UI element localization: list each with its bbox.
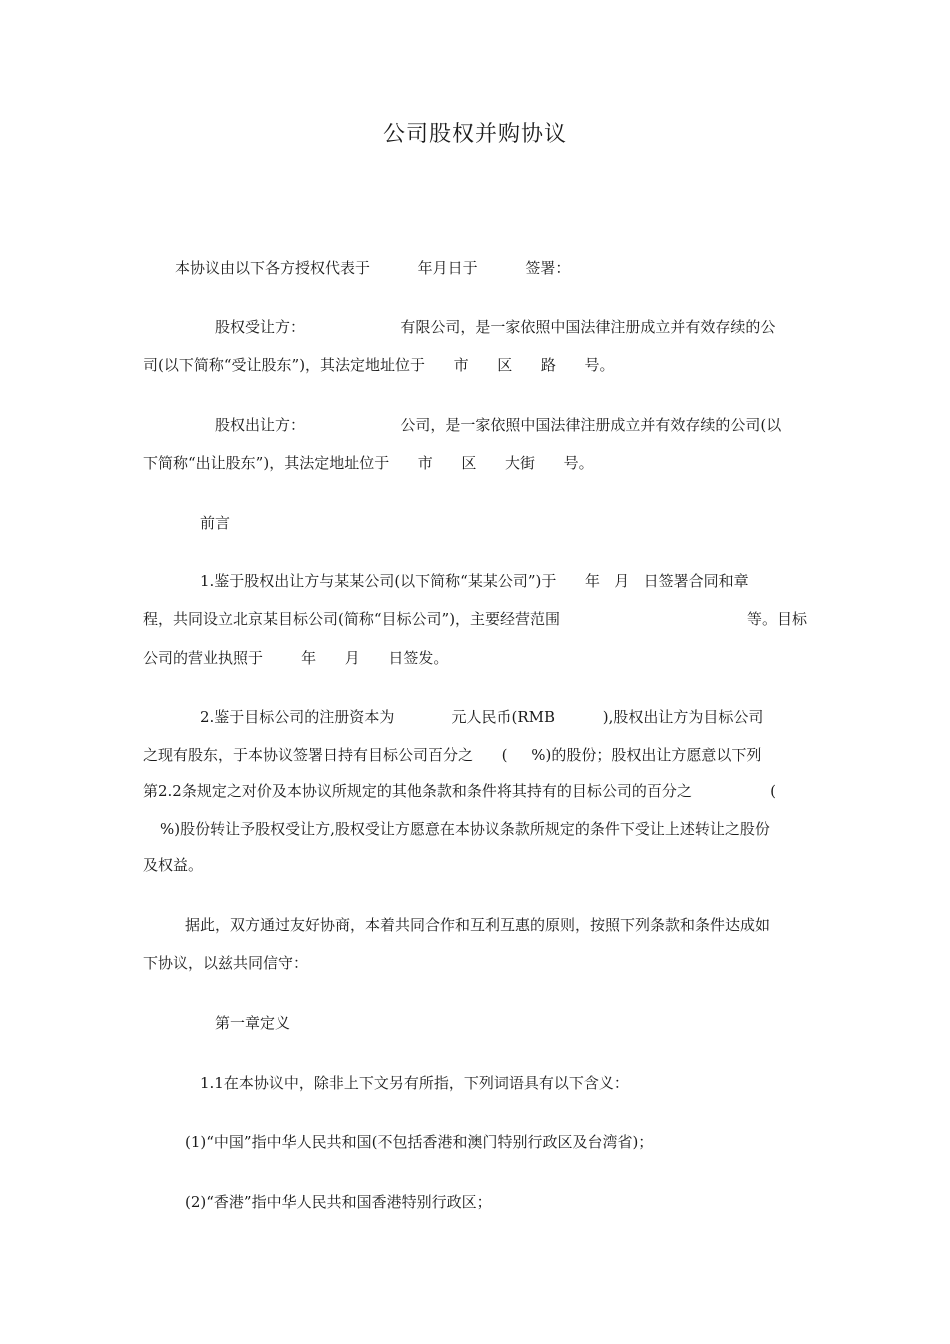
para2-line-1: 2.鉴于目标公司的注册资本为 元人民币(RMB ),股权出让方为目标公司 [200,708,764,726]
chapter1-heading: 第一章定义 [215,1014,291,1032]
para1-line-2-end: 等。目标 [746,610,807,628]
para1-line-1: 1.鉴于股权出让方与某某公司(以下简称“某某公司”)于 年 月 日签署合同和章 [200,572,749,590]
para2-line-3-start: 第2.2条规定之对价及本协议所规定的其他条款和条件将其持有的目标公司的百分之 [143,782,692,800]
transferor-line-2: 下简称“出让股东”)，其法定地址位于 市 区 大街 号。 [143,454,594,472]
preface-heading: 前言 [200,514,231,532]
para3-line-2: 下协议，以兹共同信守： [143,954,309,972]
para1-line-2 [143,609,807,629]
para2-line-3 [143,781,776,801]
para1-line-2-start: 程，共同设立北京某目标公司(简称“目标公司”)，主要经营范围 [143,610,561,628]
definition-1-1: 1.1在本协议中，除非上下文另有所指，下列词语具有以下含义： [200,1074,629,1092]
para2-line-5: 及权益。 [143,856,204,874]
definition-item-1: (1)“中国”指中华人民共和国(不包括香港和澳门特别行政区及台湾省)； [185,1133,654,1151]
intro-line: 本协议由以下各方授权代表于 年月日于 签署： [175,259,571,277]
definition-item-2: (2)“香港”指中华人民共和国香港特别行政区； [185,1193,492,1211]
para3-line-1: 据此，双方通过友好协商，本着共同合作和互利互惠的原则，按照下列条款和条件达成如 [185,916,771,934]
transferor-line-1: 股权出让方： 公司，是一家依照中国法律注册成立并有效存续的公司(以 [215,416,782,434]
para2-line-2: 之现有股东，于本协议签署日持有目标公司百分之 ( %)的股份；股权出让方愿意以下列 [143,746,762,764]
para2-line-3-end: ( [770,782,776,800]
para2-line-4: %)股份转让予股权受让方,股权受让方愿意在本协议条款所规定的条件下受让上述转让之股份 [160,820,770,838]
transferee-line-2: 司(以下简称“受让股东”)，其法定地址位于 市 区 路 号。 [143,356,615,374]
document-title: 公司股权并购协议 [382,122,567,147]
transferee-line-1: 股权受让方： 有限公司，是一家依照中国法律注册成立并有效存续的公 [215,318,776,336]
para1-line-3: 公司的营业执照于 年 月 日签发。 [143,649,449,667]
